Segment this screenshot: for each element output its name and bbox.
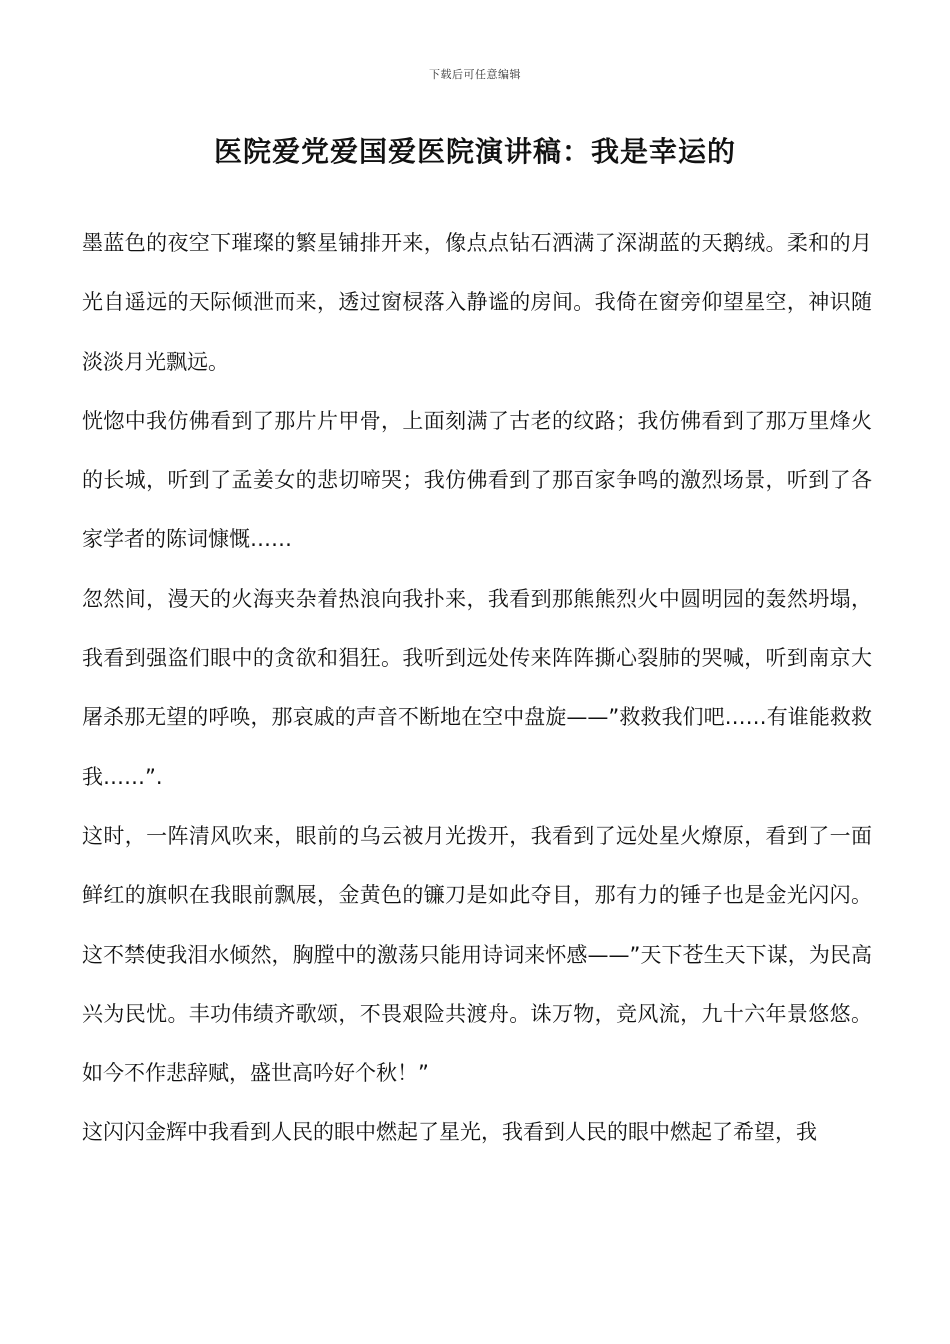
- document-body: [82, 214, 872, 1163]
- paragraph: 忽然间，漫天的火海夹杂着热浪向我扑来，我看到那熊熊烈火中圆明园的轰然坍塌，我看到强盗们眼中的贪欲和猖狂。我听到远处传来阵阵撕心裂肺的哭喊，听到南京大屠杀那无望的呼唤，那哀戚的声音不断地在空中盘旋——”救救我们吧……有谁能救救我……”.: [82, 586, 872, 789]
- document-title: 医院爱党爱国爱医院演讲稿：我是幸运的: [213, 135, 736, 168]
- paragraph: 恍惚中我仿佛看到了那片片甲骨，上面刻满了古老的纹路；我仿佛看到了那万里烽火的长城，听到了孟姜女的悲切啼哭；我仿佛看到了那百家争鸣的激烈场景，听到了各家学者的陈词慷慨……: [82, 408, 872, 552]
- header-note: 下载后可任意编辑: [429, 68, 521, 81]
- paragraph: 这时，一阵清风吹来，眼前的乌云被月光拨开，我看到了远处星火燎原，看到了一面鲜红的旗帜在我眼前飘展，金黄色的镰刀是如此夺目，那有力的锤子也是金光闪闪。这不禁使我泪水倾然，胸膛中的激荡只能用诗词来怀感——”天下苍生天下谋，为民高兴为民忧。丰功伟绩齐歌颂，不畏艰险共渡舟。诛万物，竞风流，九十六年景悠悠。如今不作悲辞赋，盛世高吟好个秋！”: [82, 823, 872, 1086]
- paragraph: 这闪闪金辉中我看到人民的眼中燃起了星光，我看到人民的眼中燃起了希望，我: [82, 1120, 817, 1145]
- paragraph: 墨蓝色的夜空下璀璨的繁星铺排开来，像点点钻石洒满了深湖蓝的天鹅绒。柔和的月光自遥远的天际倾泄而来，透过窗棂落入静谧的房间。我倚在窗旁仰望星空，神识随淡淡月光飘远。: [82, 231, 872, 374]
